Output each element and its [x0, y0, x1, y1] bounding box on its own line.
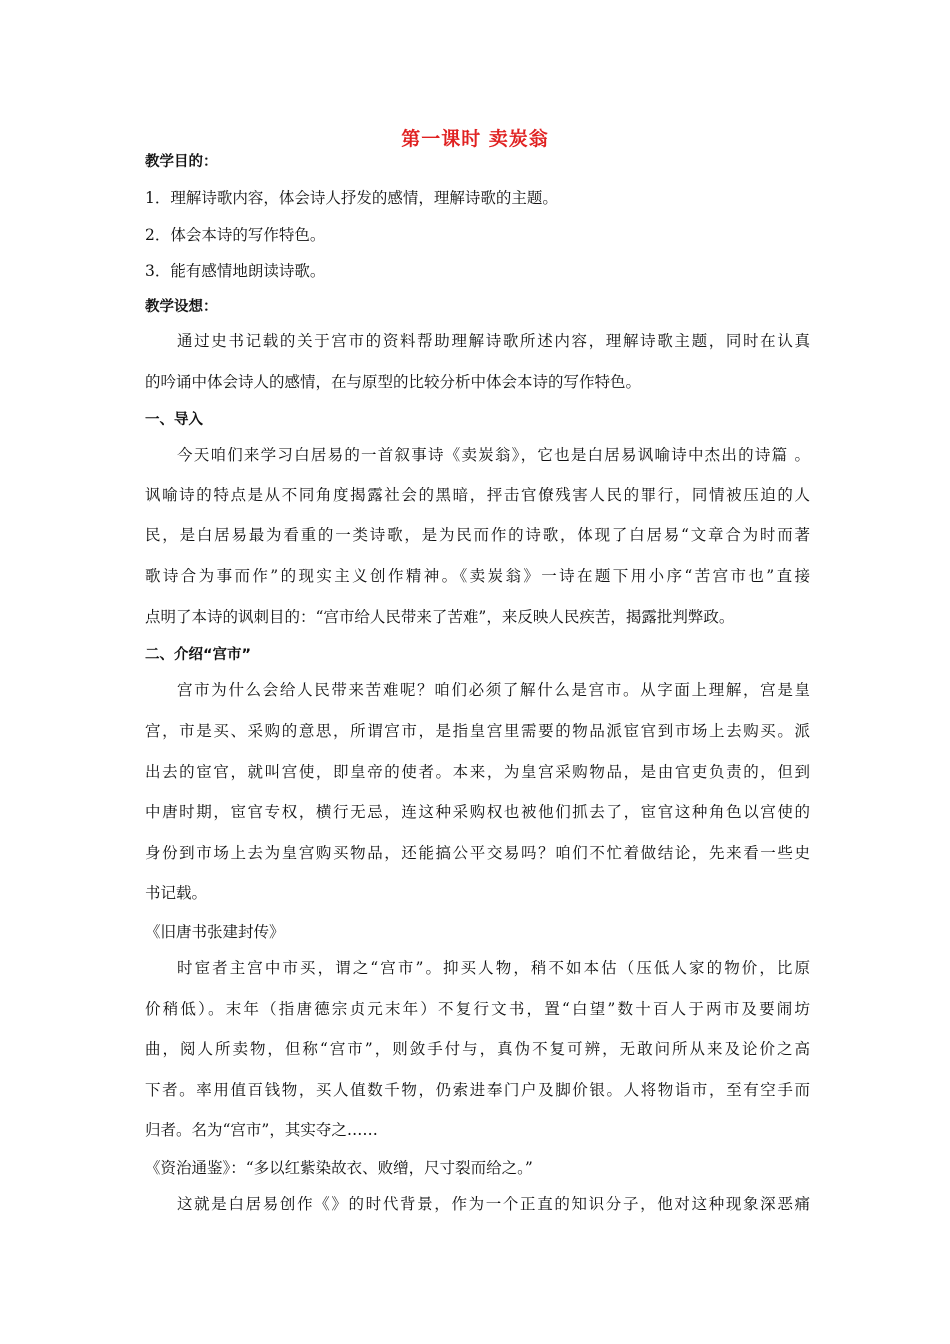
quote-line: 时宦者主宫中市买，谓之“宫市”。抑买人物，稍不如本估（压低人家的物价，比原	[177, 959, 810, 977]
gongshi-paragraph-line: 中唐时期，宦官专权，横行无忌，连这种采购权也被他们抓去了，宦官这种角色以宫使的	[145, 803, 810, 821]
intro-paragraph-line: 今天咱们来学习白居易的一首叙事诗《卖炭翁》，它也是白居易讽喻诗中杰出的诗篇 。	[177, 446, 810, 464]
heading-goals: 教学目的：	[145, 154, 218, 170]
intro-paragraph-line: 歌诗合为事而作”的现实主义创作精神。《卖炭翁》一诗在题下用小序“苦宫市也”直接	[145, 567, 810, 585]
intro-paragraph-line: 民，是白居易最为看重的一类诗歌，是为民而作的诗歌，体现了白居易“文章合为时而著	[145, 526, 810, 544]
quote-line: 价稍低）。末年（指唐德宗贞元末年）不复行文书，置“白望”数十百人于两市及要闹坊	[145, 1000, 810, 1018]
heading-gongshi: 二、介绍“宫市”	[145, 647, 252, 663]
goal-item: 3．能有感情地朗读诗歌。	[145, 262, 326, 280]
gongshi-paragraph-line: 身份到市场上去为皇宫购买物品，还能搞公平交易吗？咱们不忙着做结论，先来看一些史	[145, 844, 810, 862]
page-title: 第一课时 卖炭翁	[401, 128, 549, 150]
design-paragraph-line: 的吟诵中体会诗人的感情，在与原型的比较分析中体会本诗的写作特色。	[145, 373, 642, 391]
design-paragraph-line: 通过史书记载的关于宫市的资料帮助理解诗歌所述内容，理解诗歌主题，同时在认真	[177, 332, 810, 350]
quote-line: 下者。率用值百钱物，买人值数千物，仍索进奉门户及脚价银。人将物诣市，至有空手而	[145, 1081, 810, 1099]
source-title: 《旧唐书张建封传》	[145, 923, 285, 941]
intro-paragraph-line: 点明了本诗的讽刺目的：“宫市给人民带来了苦难”，来反映人民疾苦，揭露批判弊政。	[145, 608, 735, 626]
goal-item: 2．体会本诗的写作特色。	[145, 226, 326, 244]
gongshi-paragraph-line: 出去的宦官，就叫宫使，即皇帝的使者。本来，为皇宫采购物品，是由官吏负责的，但到	[145, 763, 810, 781]
gongshi-paragraph-line: 宫，市是买、采购的意思，所谓宫市，是指皇宫里需要的物品派宦官到市场上去购买。派	[145, 722, 810, 740]
gongshi-paragraph-line: 宫市为什么会给人民带来苦难呢？咱们必须了解什么是宫市。从字面上理解，宫是皇	[177, 681, 810, 699]
source-quote: 《资治通鉴》：“多以红紫染故衣、败缯，尺寸裂而给之。”	[145, 1159, 533, 1177]
gongshi-paragraph-line: 书记载。	[145, 884, 208, 902]
quote-line: 归者。名为“宫市”，其实夺之……	[145, 1121, 378, 1139]
quote-line: 曲，阅人所卖物，但称“宫市”，则敛手付与，真伪不复可辨，无敢问所从来及论价之高	[145, 1040, 810, 1058]
intro-paragraph-line: 讽喻诗的特点是从不同角度揭露社会的黑暗，抨击官僚残害人民的罪行，同情被压迫的人	[145, 486, 810, 504]
heading-design: 教学设想：	[145, 299, 218, 315]
heading-intro: 一、导入	[145, 412, 203, 428]
closing-line: 这就是白居易创作《》的时代背景，作为一个正直的知识分子，他对这种现象深恶痛	[177, 1195, 810, 1213]
goal-item: 1．理解诗歌内容，体会诗人抒发的感情，理解诗歌的主题。	[145, 189, 558, 207]
